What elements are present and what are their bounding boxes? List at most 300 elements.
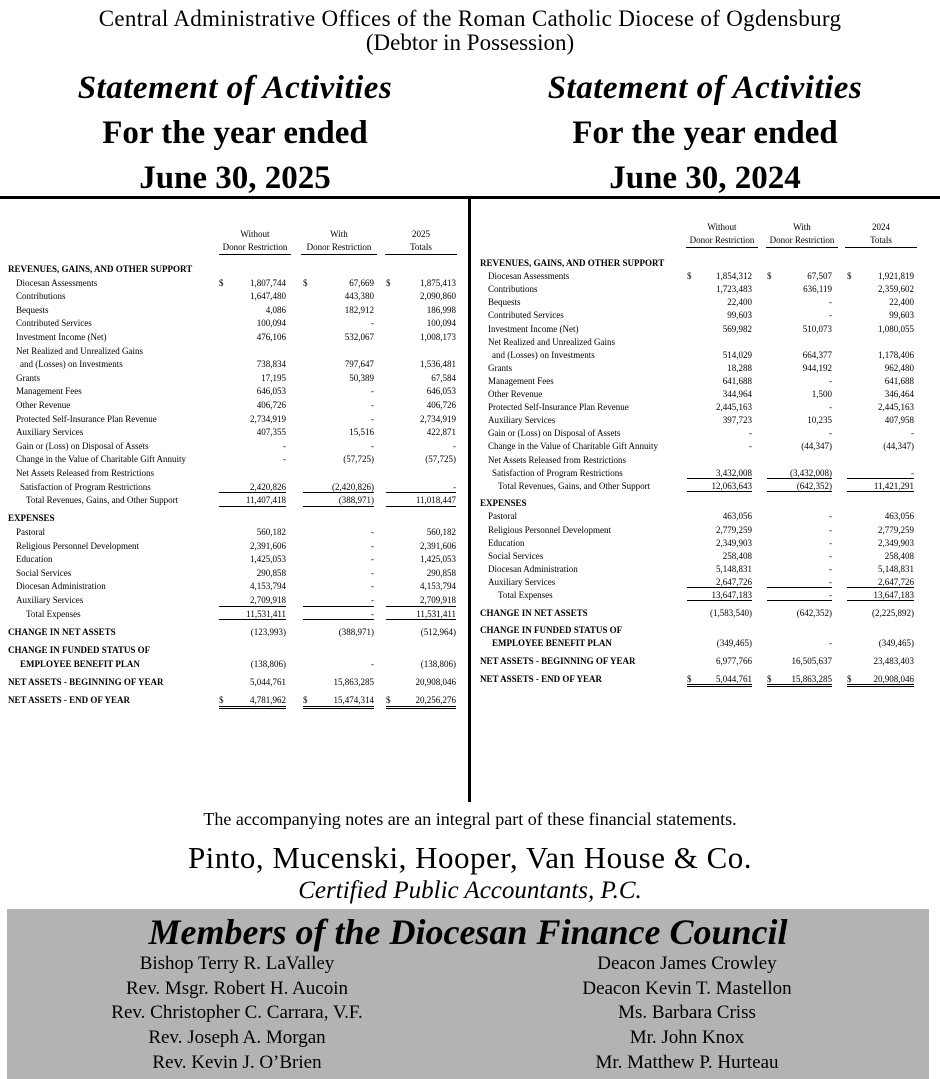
row-label: Grants: [16, 372, 40, 383]
row-value: -: [371, 386, 374, 397]
council-member: Bishop Terry R. LaValley: [139, 953, 335, 974]
row-value: [386, 345, 456, 357]
council-title: Members of the Diocesan Finance Council: [148, 912, 788, 952]
statement-row: [8, 426, 463, 440]
statement-row: [480, 637, 920, 651]
row-value: 1,647,480: [250, 291, 286, 302]
statement-row: [8, 317, 463, 331]
row-value: (44,347): [883, 441, 914, 452]
statement-row: [480, 655, 920, 669]
row-value: 2,647,726: [847, 576, 914, 588]
dollar-sign: $: [687, 673, 692, 684]
row-value: [687, 336, 752, 347]
row-value: 23,483,403: [873, 655, 914, 666]
row-value: 560,182: [426, 527, 456, 537]
row-value: 2,779,259: [716, 524, 752, 535]
row-value: 20,908,046: [847, 673, 914, 687]
row-label: Contributions: [488, 284, 538, 295]
row-value: 17,195: [261, 372, 286, 383]
row-value: 5,148,831: [878, 563, 914, 574]
council-member: Rev. Msgr. Robert H. Aucoin: [125, 977, 348, 999]
statement-row: [480, 673, 920, 687]
row-value: -: [829, 297, 832, 308]
row-value: [767, 454, 832, 465]
statement-row: [480, 427, 920, 441]
row-label: Diocesan Assessments: [488, 271, 570, 282]
statement-row: [480, 414, 920, 428]
row-label: Bequests: [16, 304, 49, 315]
row-value: -: [371, 318, 374, 329]
row-label: Net Assets Released from Restrictions: [488, 454, 626, 465]
row-label: EXPENSES: [480, 498, 527, 509]
finance-council-panel: [7, 909, 929, 1079]
row-value: 636,119: [803, 284, 832, 295]
row-value: -: [386, 481, 456, 494]
row-label: Auxiliary Services: [488, 576, 556, 587]
row-value: -: [371, 540, 374, 551]
row-value: [767, 336, 832, 347]
row-value: (44,347): [801, 441, 832, 452]
row-value: -: [749, 428, 752, 439]
statement-row: [8, 372, 463, 386]
row-label: CHANGE IN FUNDED STATUS OF: [480, 625, 623, 636]
row-value: -: [371, 658, 374, 669]
row-label: Education: [16, 554, 53, 565]
row-value: 514,029: [722, 349, 752, 360]
row-label: Auxiliary Services: [488, 415, 556, 426]
row-value: 2,391,606: [250, 540, 286, 551]
row-value: 406,726: [426, 400, 456, 410]
row-value: -: [283, 454, 286, 465]
row-value: (57,725): [343, 454, 374, 465]
statement-row: [480, 537, 920, 551]
row-label: Investment Income (Net): [16, 332, 107, 342]
debtor-status: (Debtor in Possession): [365, 30, 575, 55]
row-label: Other Revenue: [488, 389, 543, 399]
row-label: Pastoral: [488, 511, 517, 522]
row-value: 20,256,276: [386, 694, 456, 709]
left-date: June 30, 2025: [139, 160, 331, 196]
row-value: 2,349,903: [716, 537, 752, 548]
row-value: 1,921,819: [878, 271, 914, 282]
row-value: 2,445,163: [878, 402, 914, 413]
statement-row: [8, 467, 463, 481]
row-label: EXPENSES: [8, 513, 55, 524]
row-label: CHANGE IN FUNDED STATUS OF: [8, 645, 151, 655]
row-value: 11,421,291: [847, 480, 914, 492]
statement-row: [8, 694, 463, 708]
row-label: Religious Personnel Development: [16, 540, 139, 551]
row-value: 962,480: [884, 362, 914, 373]
council-member: Rev. Christopher C. Carrara, V.F.: [111, 1002, 363, 1024]
row-value: -: [767, 589, 832, 601]
statement-row: [8, 608, 463, 622]
row-value: -: [829, 375, 832, 386]
dollar-sign: $: [386, 277, 391, 288]
dollar-sign: $: [386, 695, 391, 705]
row-value: 3,432,008: [687, 467, 752, 479]
row-value: 182,912: [344, 304, 374, 315]
dollar-sign: $: [219, 695, 224, 705]
statement-row: [480, 257, 920, 271]
row-value: 1,500: [811, 389, 832, 399]
row-label: Total Revenues, Gains, and Other Support: [26, 495, 179, 506]
row-value: 4,086: [265, 304, 286, 315]
row-value: [687, 624, 752, 635]
statement-row: [480, 467, 920, 481]
row-label: REVENUES, GAINS, AND OTHER SUPPORT: [8, 264, 193, 274]
statement-row: [8, 644, 463, 658]
row-label: EMPLOYEE BENEFIT PLAN: [492, 638, 612, 649]
dollar-sign: $: [847, 673, 852, 684]
row-label: Change in the Value of Charitable Gift Annuity: [488, 441, 659, 452]
row-value: 2,349,903: [878, 537, 914, 548]
row-label: NET ASSETS - BEGINNING OF YEAR: [480, 655, 636, 666]
row-label: Management Fees: [16, 386, 82, 397]
row-label: Pastoral: [16, 527, 45, 537]
row-value: 67,584: [431, 372, 456, 383]
row-value: 1,425,053: [420, 554, 456, 565]
row-value: [219, 345, 286, 357]
row-label: Investment Income (Net): [488, 323, 579, 334]
row-label: EMPLOYEE BENEFIT PLAN: [20, 658, 140, 669]
row-value: 22,400: [889, 297, 914, 308]
row-value: [386, 467, 456, 479]
statement-2025: [8, 263, 463, 743]
statement-row: [480, 624, 920, 638]
row-value: (642,352): [767, 480, 832, 492]
row-value: (642,352): [796, 607, 832, 618]
dollar-sign: $: [847, 271, 852, 282]
row-value: (138,806): [420, 658, 456, 669]
row-value: 2,647,726: [687, 576, 752, 588]
row-label: Net Realized and Unrealized Gains: [488, 336, 615, 347]
row-label: Diocesan Administration: [488, 563, 578, 574]
row-label: Contributed Services: [488, 310, 564, 321]
row-value: -: [371, 413, 374, 424]
vertical-divider: [468, 196, 471, 802]
council-members-left: [77, 952, 397, 1076]
row-value: [303, 345, 374, 357]
statement-row: [480, 563, 920, 577]
row-value: -: [371, 527, 374, 537]
row-value: 2,734,919: [420, 413, 456, 424]
row-value: 290,858: [426, 567, 456, 578]
row-label: Diocesan Administration: [16, 581, 106, 592]
row-label: Total Expenses: [498, 590, 553, 600]
row-value: -: [847, 467, 914, 479]
row-label: and (Losses) on Investments: [492, 349, 595, 360]
row-value: [767, 624, 832, 635]
statement-row: [480, 323, 920, 337]
row-value: 2,359,602: [878, 284, 914, 295]
row-value: 1,723,483: [716, 284, 752, 295]
council-member: Rev. Joseph A. Morgan: [148, 1027, 326, 1049]
row-value: -: [829, 638, 832, 649]
row-value: (349,465): [716, 638, 752, 649]
row-value: 2,445,163: [716, 402, 752, 413]
row-value: 22,400: [727, 297, 752, 308]
statement-row: [480, 349, 920, 363]
dollar-sign: $: [219, 277, 224, 288]
row-value: 560,182: [256, 527, 286, 537]
statement-row: [8, 580, 463, 594]
row-label: Religious Personnel Development: [488, 524, 611, 535]
row-label: CHANGE IN NET ASSETS: [8, 626, 116, 637]
row-value: 15,516: [349, 427, 374, 438]
statement-row: [8, 453, 463, 467]
row-value: 532,067: [344, 332, 374, 342]
row-value: 797,647: [344, 359, 374, 370]
row-value: (2,225,892): [872, 607, 914, 618]
row-value: [687, 454, 752, 465]
row-value: 16,505,637: [791, 655, 832, 666]
council-members-right: [527, 952, 847, 1076]
row-label: Total Expenses: [26, 608, 81, 619]
row-label: Social Services: [488, 550, 544, 561]
statement-row: [480, 309, 920, 323]
notes-disclaimer: The accompanying notes are an integral part of these financial statements.: [203, 809, 737, 829]
row-label: REVENUES, GAINS, AND OTHER SUPPORT: [480, 258, 665, 268]
row-value: [219, 644, 286, 656]
dollar-sign: $: [767, 673, 772, 684]
row-value: 664,377: [802, 349, 832, 360]
statement-row: [480, 375, 920, 389]
row-value: -: [767, 576, 832, 588]
council-member: Mr. Matthew P. Hurteau: [595, 1051, 779, 1073]
col-with-2025: With Donor Restriction: [301, 228, 377, 255]
row-value: [219, 467, 286, 479]
row-value: 422,871: [426, 427, 456, 438]
statement-row: [8, 658, 463, 672]
statement-row: [8, 277, 463, 291]
row-value: 646,053: [256, 386, 286, 397]
row-label: Contributions: [16, 291, 66, 302]
row-value: 13,647,183: [687, 589, 752, 601]
row-value: 1,425,053: [250, 554, 286, 565]
row-value: 18,288: [727, 362, 752, 373]
row-value: -: [829, 563, 832, 574]
row-value: (349,465): [878, 638, 914, 649]
row-label: Change in the Value of Charitable Gift Annuity: [16, 454, 187, 465]
row-value: -: [829, 524, 832, 535]
statement-row: [8, 440, 463, 454]
row-value: 2,709,918: [219, 594, 286, 607]
row-value: 406,726: [256, 400, 286, 410]
row-value: -: [371, 567, 374, 578]
row-value: (2,420,826): [303, 481, 374, 494]
left-year-ended: For the year ended: [102, 115, 368, 151]
row-value: 407,958: [884, 415, 914, 426]
row-label: NET ASSETS - END OF YEAR: [8, 695, 130, 705]
statement-row: [480, 336, 920, 350]
row-value: 463,056: [884, 511, 914, 522]
statement-row: [8, 526, 463, 540]
dollar-sign: $: [303, 277, 308, 288]
row-value: 15,863,285: [333, 676, 374, 687]
left-statement-title: Statement of Activities: [77, 70, 393, 106]
row-value: -: [303, 594, 374, 607]
row-value: 2,420,826: [219, 481, 286, 494]
row-value: (1,583,540): [710, 607, 752, 618]
firm-subtitle: Certified Public Accountants, P.C.: [298, 877, 642, 904]
row-value: 1,536,481: [420, 359, 456, 370]
row-value: 944,192: [802, 362, 832, 373]
row-value: 4,153,794: [250, 581, 286, 592]
row-value: 186,998: [426, 304, 456, 315]
col-total-2024: 2024 Totals: [845, 221, 917, 248]
row-value: -: [829, 537, 832, 548]
row-value: (3,432,008): [767, 467, 832, 479]
statement-row: [8, 358, 463, 372]
row-value: 641,688: [884, 375, 914, 386]
row-value: 641,688: [722, 375, 752, 386]
statement-row: [8, 553, 463, 567]
statement-row: [480, 440, 920, 454]
row-value: 99,603: [889, 310, 914, 321]
right-statement-title: Statement of Activities: [547, 70, 863, 106]
statement-row: [480, 362, 920, 376]
row-label: CHANGE IN NET ASSETS: [480, 607, 588, 618]
row-value: 1,178,406: [878, 349, 914, 360]
row-value: 407,355: [256, 427, 286, 438]
row-value: 258,408: [884, 550, 914, 561]
row-value: 4,153,794: [420, 581, 456, 592]
row-value: 15,474,314: [303, 694, 374, 709]
row-value: 290,858: [256, 567, 286, 578]
statement-row: [8, 567, 463, 581]
row-value: 11,531,411: [219, 608, 286, 621]
row-value: 1,080,055: [878, 323, 914, 334]
row-value: 463,056: [722, 511, 752, 522]
row-value: 5,148,831: [716, 563, 752, 574]
right-year-ended: For the year ended: [572, 115, 838, 151]
row-value: (512,964): [420, 626, 456, 637]
row-value: 67,507: [807, 271, 832, 282]
statement-row: [480, 283, 920, 297]
row-label: NET ASSETS - BEGINNING OF YEAR: [8, 676, 164, 687]
statement-row: [480, 550, 920, 564]
row-value: (138,806): [250, 658, 286, 669]
row-value: 344,964: [722, 389, 752, 399]
row-value: 2,391,606: [420, 540, 456, 551]
row-value: -: [283, 440, 286, 451]
row-value: 100,094: [256, 318, 286, 329]
row-value: 646,053: [426, 386, 456, 397]
row-value: 1,807,744: [250, 277, 286, 288]
row-value: 100,094: [426, 318, 456, 329]
row-value: 397,723: [722, 415, 752, 426]
row-value: -: [371, 554, 374, 565]
statement-row: [480, 401, 920, 415]
right-date: June 30, 2024: [609, 160, 801, 196]
statement-row: [8, 494, 463, 508]
statement-row: [8, 345, 463, 359]
statement-row: [8, 481, 463, 495]
statement-row: [480, 510, 920, 524]
row-label: Management Fees: [488, 375, 554, 386]
row-value: 1,875,413: [420, 277, 456, 288]
row-label: Education: [488, 537, 525, 548]
row-value: 11,407,418: [219, 494, 286, 507]
statement-row: [480, 296, 920, 310]
row-value: 5,044,761: [687, 673, 752, 687]
accounting-firm: Pinto, Mucenski, Hooper, Van House & Co.: [187, 840, 753, 875]
row-value: 476,106: [256, 332, 286, 342]
row-label: Gain or (Loss) on Disposal of Assets: [488, 428, 621, 439]
statement-row: [8, 304, 463, 318]
row-value: 5,044,761: [250, 676, 286, 687]
row-value: 20,908,046: [415, 676, 456, 687]
row-value: 99,603: [727, 310, 752, 321]
statement-row: [480, 388, 920, 402]
row-label: Auxiliary Services: [16, 427, 84, 438]
statement-2024: [480, 257, 920, 717]
row-value: -: [829, 511, 832, 522]
statement-row: [8, 540, 463, 554]
row-value: 2,779,259: [878, 524, 914, 535]
row-value: 2,734,919: [250, 413, 286, 424]
row-value: 67,669: [349, 277, 374, 288]
row-value: 11,018,447: [386, 494, 456, 507]
statement-row: [8, 413, 463, 427]
col-without-2024: Without Donor Restriction: [686, 221, 758, 248]
row-value: -: [749, 441, 752, 452]
row-value: -: [829, 310, 832, 321]
row-value: 510,073: [802, 323, 832, 334]
statement-row: [8, 676, 463, 690]
row-value: 10,235: [807, 415, 832, 426]
row-value: -: [371, 581, 374, 592]
row-value: (57,725): [425, 454, 456, 465]
statement-row: [480, 524, 920, 538]
row-value: 15,863,285: [767, 673, 832, 687]
row-label: Other Revenue: [16, 400, 71, 410]
statement-row: [8, 263, 463, 277]
col-without-2025: Without Donor Restriction: [219, 228, 291, 255]
row-value: -: [453, 440, 456, 451]
statement-row: [480, 589, 920, 603]
statement-row: [480, 480, 920, 494]
row-value: 258,408: [722, 550, 752, 561]
statement-row: [8, 331, 463, 345]
row-value: -: [371, 440, 374, 451]
row-value: -: [371, 400, 374, 410]
row-label: NET ASSETS - END OF YEAR: [480, 673, 602, 684]
row-value: [847, 454, 914, 465]
row-label: Grants: [488, 362, 512, 373]
row-value: [303, 644, 374, 656]
row-value: 569,982: [722, 323, 752, 334]
row-value: [303, 467, 374, 479]
col-total-2025: 2025 Totals: [385, 228, 457, 255]
dollar-sign: $: [767, 271, 772, 282]
row-value: 346,464: [884, 389, 914, 399]
statement-row: [480, 497, 920, 511]
row-label: Contributed Services: [16, 318, 92, 329]
row-value: -: [911, 428, 914, 439]
row-label: Bequests: [488, 297, 521, 308]
organization-title: Central Administrative Offices of the Roman Catholic Diocese of Ogdensburg: [98, 6, 842, 31]
row-value: 6,977,766: [716, 655, 752, 666]
statement-row: [480, 454, 920, 468]
row-value: 1,008,173: [420, 332, 456, 342]
row-value: [847, 624, 914, 635]
row-label: Net Assets Released from Restrictions: [16, 468, 154, 478]
row-label: Satisfaction of Program Restrictions: [20, 481, 151, 492]
row-label: Diocesan Assessments: [16, 277, 98, 288]
council-member: Ms. Barbara Criss: [618, 1002, 756, 1024]
